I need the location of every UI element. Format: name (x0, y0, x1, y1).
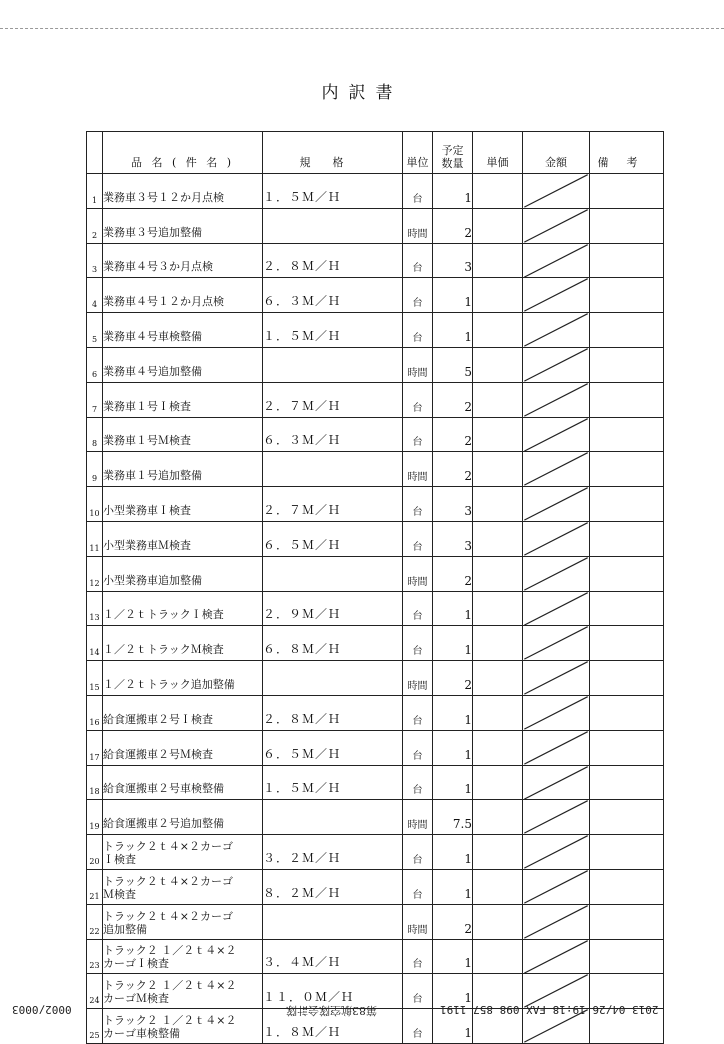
page-number: 0002/0003 (12, 1003, 72, 1016)
item-name-line-2: カーゴＭ検査 (103, 992, 169, 1006)
item-unit: 台 (403, 278, 433, 313)
item-quantity: 3 (433, 487, 473, 522)
item-name (103, 939, 263, 974)
item-spec (263, 904, 403, 939)
item-name (103, 869, 263, 904)
diagonal-strike (523, 522, 589, 556)
diagonal-strike (523, 766, 589, 800)
item-quantity: 1 (433, 730, 473, 765)
diagonal-strike (523, 626, 589, 660)
item-quantity: 1 (433, 313, 473, 348)
item-spec: １．５Ｍ／Ｈ (263, 313, 403, 348)
row-number: 15 (87, 661, 103, 696)
diagonal-strike (523, 383, 589, 417)
table-header-row (87, 132, 664, 174)
item-unit: 台 (403, 313, 433, 348)
item-unit: 台 (403, 695, 433, 730)
diagonal-strike (523, 209, 589, 243)
table-row (87, 208, 664, 243)
item-unit-price (473, 730, 523, 765)
item-note (590, 626, 664, 661)
header-unit-price: 単価 (473, 132, 523, 174)
row-number: 18 (87, 765, 103, 800)
item-unit: 台 (403, 626, 433, 661)
table-row (87, 174, 664, 209)
item-name (103, 661, 263, 696)
row-number: 19 (87, 800, 103, 835)
item-unit-price (473, 278, 523, 313)
item-note (590, 835, 664, 870)
item-spec: １．５Ｍ／Ｈ (263, 174, 403, 209)
item-spec: ６．５Ｍ／Ｈ (263, 730, 403, 765)
header-note: 備考 (590, 132, 664, 174)
item-name (103, 487, 263, 522)
table-row (87, 661, 664, 696)
item-name (103, 243, 263, 278)
row-number: 25 (87, 1009, 103, 1044)
fax-header-line (0, 28, 724, 29)
item-spec (263, 800, 403, 835)
item-quantity: 1 (433, 591, 473, 626)
row-number: 21 (87, 869, 103, 904)
table-row (87, 347, 664, 382)
item-amount (523, 243, 590, 278)
item-amount (523, 417, 590, 452)
item-name-line: 小型業務車Ｉ検査 (103, 503, 191, 517)
item-name-line: １／２ｔトラック追加整備 (103, 677, 235, 691)
table-row (87, 626, 664, 661)
item-note (590, 487, 664, 522)
row-number: 6 (87, 347, 103, 382)
diagonal-strike (523, 731, 589, 765)
item-unit-price (473, 556, 523, 591)
item-spec: ２．８Ｍ／Ｈ (263, 243, 403, 278)
row-number: 11 (87, 521, 103, 556)
header-name: 品 名 ( 件 名 ) (103, 132, 263, 174)
item-amount (523, 695, 590, 730)
row-number: 13 (87, 591, 103, 626)
item-amount (523, 800, 590, 835)
item-name (103, 591, 263, 626)
row-number: 10 (87, 487, 103, 522)
item-quantity: 1 (433, 869, 473, 904)
diagonal-strike (523, 661, 589, 695)
item-quantity: 2 (433, 382, 473, 417)
row-number: 17 (87, 730, 103, 765)
item-quantity: 2 (433, 556, 473, 591)
table-row (87, 487, 664, 522)
header-quantity (433, 132, 473, 174)
item-spec: ６．８Ｍ／Ｈ (263, 626, 403, 661)
item-unit-price (473, 661, 523, 696)
item-unit: 台 (403, 417, 433, 452)
item-note (590, 556, 664, 591)
item-amount (523, 382, 590, 417)
item-quantity: 7.5 (433, 800, 473, 835)
item-amount (523, 208, 590, 243)
item-note (590, 243, 664, 278)
item-amount (523, 765, 590, 800)
item-name (103, 208, 263, 243)
item-name-line: 小型業務車追加整備 (103, 573, 202, 587)
diagonal-strike (523, 870, 589, 904)
item-unit: 台 (403, 382, 433, 417)
fax-timestamp: 2013 04/26 19:18 FAX 098 857 1191 (440, 1003, 659, 1016)
item-name (103, 974, 263, 1009)
item-note (590, 174, 664, 209)
table-row (87, 452, 664, 487)
item-unit-price (473, 313, 523, 348)
row-number: 12 (87, 556, 103, 591)
table-row (87, 869, 664, 904)
item-unit: 台 (403, 730, 433, 765)
item-amount (523, 278, 590, 313)
item-unit: 台 (403, 869, 433, 904)
diagonal-strike (523, 278, 589, 312)
item-unit-price (473, 452, 523, 487)
diagonal-strike (523, 452, 589, 486)
diagonal-strike (523, 487, 589, 521)
item-unit: 台 (403, 487, 433, 522)
sender-name: 第83航空隊会計隊 (286, 1004, 377, 1017)
item-note (590, 278, 664, 313)
item-note (590, 765, 664, 800)
item-amount (523, 313, 590, 348)
item-name (103, 904, 263, 939)
document-title: 内訳書 (321, 83, 403, 103)
diagonal-strike (523, 418, 589, 452)
item-unit-price (473, 626, 523, 661)
item-amount (523, 174, 590, 209)
diagonal-strike (523, 592, 589, 626)
item-unit-price (473, 835, 523, 870)
item-amount (523, 347, 590, 382)
item-name-line: 給食運搬車２号追加整備 (103, 817, 224, 831)
item-unit-price (473, 869, 523, 904)
header-quantity-bottom: 数量 (441, 157, 464, 170)
table-row (87, 800, 664, 835)
item-spec: １１．０Ｍ／Ｈ (263, 974, 403, 1009)
item-note (590, 452, 664, 487)
table-row (87, 591, 664, 626)
item-spec: ２．８Ｍ／Ｈ (263, 695, 403, 730)
header-quantity-top: 予定 (441, 144, 464, 157)
item-quantity: 1 (433, 278, 473, 313)
item-note (590, 591, 664, 626)
item-unit: 台 (403, 1009, 433, 1044)
item-unit: 時間 (403, 904, 433, 939)
item-spec: ６．３Ｍ／Ｈ (263, 417, 403, 452)
item-amount (523, 661, 590, 696)
row-number: 8 (87, 417, 103, 452)
item-spec (263, 556, 403, 591)
item-quantity: 2 (433, 417, 473, 452)
item-name-line: 業務車３号１２か月点検 (103, 190, 224, 204)
item-unit: 台 (403, 974, 433, 1009)
header-no (87, 132, 103, 174)
item-name (103, 417, 263, 452)
table-row (87, 521, 664, 556)
item-name-line-2: カーゴ車検整備 (103, 1026, 180, 1040)
item-amount (523, 869, 590, 904)
item-name-line-2: カーゴＩ検査 (103, 957, 169, 971)
item-spec: ８．２Ｍ／Ｈ (263, 869, 403, 904)
item-name (103, 521, 263, 556)
item-name-line: 業務車１号Ｍ検査 (103, 434, 191, 448)
item-quantity: 2 (433, 661, 473, 696)
row-number: 2 (87, 208, 103, 243)
table-row (87, 417, 664, 452)
item-note (590, 382, 664, 417)
diagonal-strike (523, 313, 589, 347)
item-note (590, 869, 664, 904)
item-quantity: 5 (433, 347, 473, 382)
item-amount (523, 904, 590, 939)
item-unit: 時間 (403, 208, 433, 243)
item-name (103, 174, 263, 209)
item-name-line: １／２ｔトラックＭ検査 (103, 643, 224, 657)
item-name-line-2: Ｉ検査 (103, 852, 136, 866)
item-name-line: トラック２ｔ４×２カーゴ (103, 874, 233, 888)
item-unit: 時間 (403, 347, 433, 382)
item-spec: ２．７Ｍ／Ｈ (263, 487, 403, 522)
diagonal-strike (523, 940, 589, 974)
item-name-line-2: 追加整備 (103, 922, 147, 936)
item-unit: 台 (403, 835, 433, 870)
item-spec: ６．３Ｍ／Ｈ (263, 278, 403, 313)
item-name-line: トラック２ １／２ｔ４×２ (103, 944, 237, 958)
item-name-line: 給食運搬車２号Ｉ検査 (103, 712, 213, 726)
item-note (590, 800, 664, 835)
row-number: 14 (87, 626, 103, 661)
table-row (87, 695, 664, 730)
item-quantity: 1 (433, 974, 473, 1009)
row-number: 4 (87, 278, 103, 313)
item-unit-price (473, 208, 523, 243)
diagonal-strike (523, 557, 589, 591)
item-name (103, 626, 263, 661)
item-name-line-2: Ｍ検査 (103, 887, 136, 901)
row-number: 1 (87, 174, 103, 209)
item-quantity: 1 (433, 835, 473, 870)
diagonal-strike (523, 174, 589, 208)
item-name-line: 業務車３号追加整備 (103, 225, 202, 239)
item-name-line: 業務車４号３か月点検 (103, 260, 213, 274)
item-spec: ２．９Ｍ／Ｈ (263, 591, 403, 626)
item-name (103, 382, 263, 417)
item-name-line: 業務車１号Ｉ検査 (103, 399, 191, 413)
table-row (87, 939, 664, 974)
item-name (103, 730, 263, 765)
item-quantity: 1 (433, 1009, 473, 1044)
table-row (87, 765, 664, 800)
row-number: 24 (87, 974, 103, 1009)
diagonal-strike (523, 800, 589, 834)
header-spec: 規格 (263, 132, 403, 174)
item-unit: 台 (403, 765, 433, 800)
item-name-line: 業務車１号追加整備 (103, 469, 202, 483)
item-amount (523, 939, 590, 974)
item-unit: 台 (403, 243, 433, 278)
item-quantity: 2 (433, 452, 473, 487)
table-row (87, 243, 664, 278)
item-name-line: 給食運搬車２号車検整備 (103, 782, 224, 796)
item-spec (263, 347, 403, 382)
item-name-line: 業務車４号車検整備 (103, 329, 202, 343)
item-spec: ６．５Ｍ／Ｈ (263, 521, 403, 556)
item-spec: ３．２Ｍ／Ｈ (263, 835, 403, 870)
table-row (87, 382, 664, 417)
item-amount (523, 487, 590, 522)
item-note (590, 417, 664, 452)
item-name (103, 695, 263, 730)
item-quantity: 2 (433, 904, 473, 939)
item-note (590, 313, 664, 348)
item-unit-price (473, 591, 523, 626)
item-amount (523, 835, 590, 870)
item-name (103, 313, 263, 348)
item-unit-price (473, 800, 523, 835)
item-unit-price (473, 243, 523, 278)
item-name (103, 1009, 263, 1044)
header-unit: 単位 (403, 132, 433, 174)
item-note (590, 661, 664, 696)
table-row (87, 730, 664, 765)
item-note (590, 939, 664, 974)
table-row (87, 313, 664, 348)
item-note (590, 904, 664, 939)
item-name (103, 347, 263, 382)
item-unit: 時間 (403, 556, 433, 591)
item-unit-price (473, 417, 523, 452)
item-name-line: １／２ｔトラックＩ検査 (103, 608, 224, 622)
row-number: 3 (87, 243, 103, 278)
row-number: 9 (87, 452, 103, 487)
item-unit-price (473, 382, 523, 417)
item-quantity: 1 (433, 174, 473, 209)
item-name (103, 278, 263, 313)
diagonal-strike (523, 905, 589, 939)
breakdown-table (86, 131, 664, 1044)
item-amount (523, 452, 590, 487)
item-unit-price (473, 521, 523, 556)
item-note (590, 208, 664, 243)
table-row (87, 278, 664, 313)
item-unit-price (473, 174, 523, 209)
table-row (87, 556, 664, 591)
item-name (103, 556, 263, 591)
item-spec: ３．４Ｍ／Ｈ (263, 939, 403, 974)
row-number: 16 (87, 695, 103, 730)
item-note (590, 347, 664, 382)
item-note (590, 695, 664, 730)
item-amount (523, 556, 590, 591)
header-amount: 金額 (523, 132, 590, 174)
item-amount (523, 730, 590, 765)
item-unit: 時間 (403, 452, 433, 487)
row-number: 5 (87, 313, 103, 348)
item-quantity: 3 (433, 243, 473, 278)
item-unit-price (473, 904, 523, 939)
item-note (590, 521, 664, 556)
item-quantity: 1 (433, 695, 473, 730)
item-name-line: 業務車４号追加整備 (103, 364, 202, 378)
item-quantity: 1 (433, 765, 473, 800)
item-quantity: 3 (433, 521, 473, 556)
item-spec (263, 661, 403, 696)
item-name-line: トラック２ １／２ｔ４×２ (103, 1013, 237, 1027)
item-unit: 台 (403, 521, 433, 556)
row-number: 20 (87, 835, 103, 870)
item-spec: １．８Ｍ／Ｈ (263, 1009, 403, 1044)
item-spec (263, 208, 403, 243)
row-number: 23 (87, 939, 103, 974)
row-number: 7 (87, 382, 103, 417)
item-unit: 台 (403, 591, 433, 626)
item-name (103, 835, 263, 870)
item-unit-price (473, 347, 523, 382)
item-unit: 時間 (403, 800, 433, 835)
diagonal-strike (523, 835, 589, 869)
item-name-line: トラック２ｔ４×２カーゴ (103, 909, 233, 923)
diagonal-strike (523, 348, 589, 382)
row-number: 22 (87, 904, 103, 939)
item-amount (523, 521, 590, 556)
item-spec: ２．７Ｍ／Ｈ (263, 382, 403, 417)
item-unit: 台 (403, 939, 433, 974)
diagonal-strike (523, 696, 589, 730)
item-unit-price (473, 939, 523, 974)
item-name (103, 452, 263, 487)
table-row (87, 904, 664, 939)
item-name-line: 業務車４号１２か月点検 (103, 295, 224, 309)
item-name-line: トラック２ｔ４×２カーゴ (103, 839, 233, 853)
table-row (87, 835, 664, 870)
item-unit-price (473, 695, 523, 730)
item-amount (523, 591, 590, 626)
item-unit-price (473, 487, 523, 522)
item-name (103, 800, 263, 835)
item-quantity: 1 (433, 939, 473, 974)
item-name-line: 小型業務車Ｍ検査 (103, 538, 191, 552)
diagonal-strike (523, 244, 589, 278)
item-unit: 台 (403, 174, 433, 209)
item-unit-price (473, 765, 523, 800)
item-amount (523, 626, 590, 661)
item-spec: １．５Ｍ／Ｈ (263, 765, 403, 800)
item-name (103, 765, 263, 800)
item-note (590, 730, 664, 765)
item-quantity: 1 (433, 626, 473, 661)
item-unit: 時間 (403, 661, 433, 696)
item-spec (263, 452, 403, 487)
item-name-line: トラック２ １／２ｔ４×２ (103, 979, 237, 993)
item-name-line: 給食運搬車２号Ｍ検査 (103, 747, 213, 761)
item-quantity: 2 (433, 208, 473, 243)
